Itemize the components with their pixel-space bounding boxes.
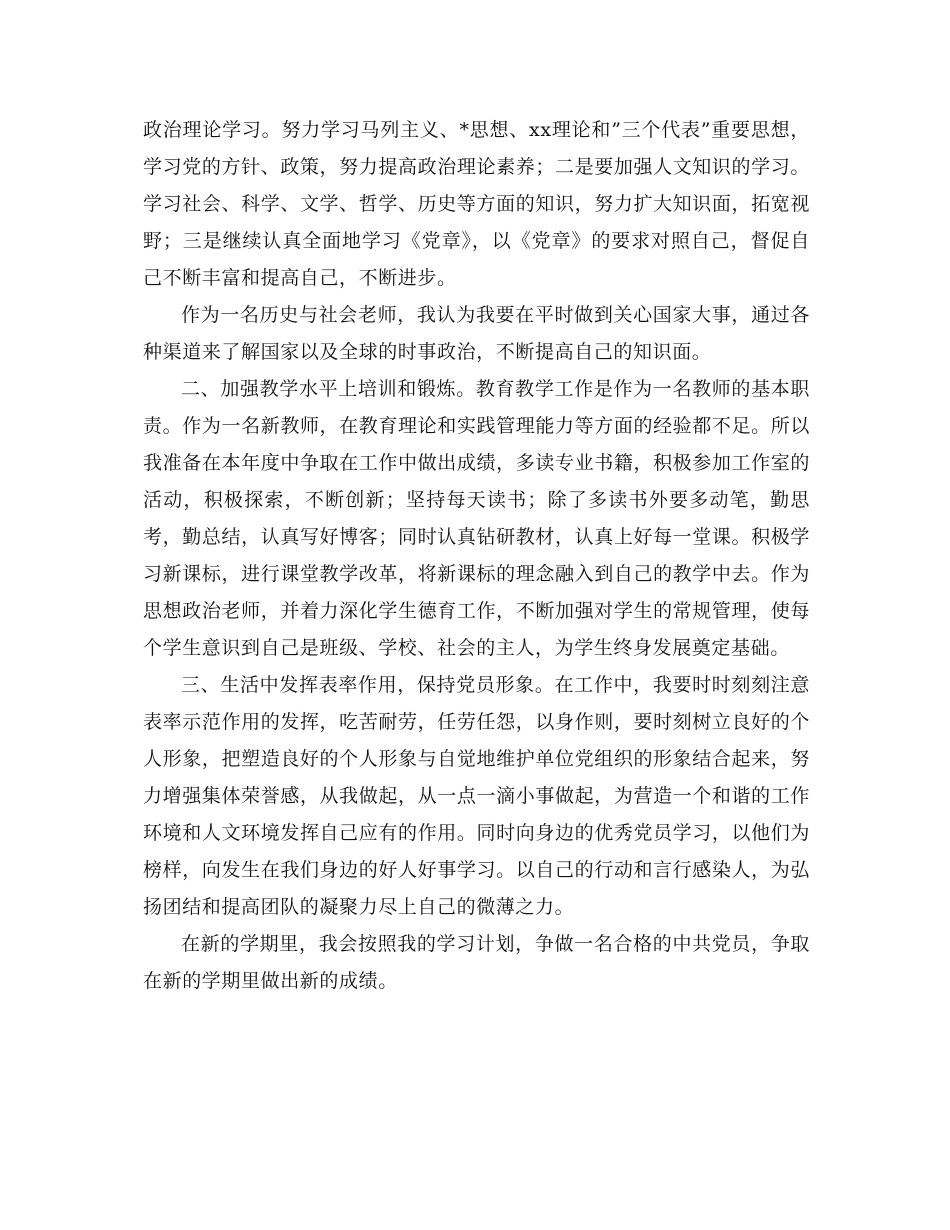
paragraph-history-teacher: 作为一名历史与社会老师，我认为我要在平时做到关心国家大事，通过各种渠道来了解国家以及全球的时事政治，不断提高自己的知识面。 — [143, 304, 810, 363]
document-body — [143, 112, 810, 1000]
paragraph-continued-study-plan: 政治理论学习。努力学习马列主义、*思想、xx理论和”三个代表”重要思想，学习党的方针、政策，努力提高政治理论素养；二是要加强人文知识的学习。学习社会、科学、文学、哲学、历史等方面的知识，努力扩大知识面，拓宽视野；三是继续认真全面地学习《党章》，以《党章》的要求对照自己，督促自己不断丰富和提高自己，不断进步。 — [143, 119, 810, 289]
paragraph-teaching-training: 二、加强教学水平上培训和锻炼。教育教学工作是作为一名教师的基本职责。作为一名新教师，在教育理论和实践管理能力等方面的经验都不足。所以我准备在本年度中争取在工作中做出成绩，多读专业书籍，积极参加工作室的活动，积极探索，不断创新；坚持每天读书；除了多读书外要多动笔，勤思考，勤总结，认真写好博客；同时认真钻研教材，认真上好每一堂课。积极学习新课标，进行课堂教学改革，将新课标的理念融入到自己的教学中去。作为思想政治老师，并着力深化学生德育工作，不断加强对学生的常规管理，使每个学生意识到自己是班级、学校、社会的主人，为学生终身发展奠定基础。 — [143, 378, 810, 659]
paragraph-exemplary-role: 三、生活中发挥表率作用，保持党员形象。在工作中，我要时时刻刻注意表率示范作用的发挥，吃苦耐劳，任劳任怨，以身作则，要时刻树立良好的个人形象，把塑造良好的个人形象与自觉地维护单位党组织的形象结合起来，努力增强集体荣誉感，从我做起，从一点一滴小事做起，为营造一个和谐的工作环境和人文环境发挥自己应有的作用。同时向身边的优秀党员学习，以他们为榜样，向发生在我们身边的好人好事学习。以自己的行动和言行感染人，为弘扬团结和提高团队的凝聚力尽上自己的微薄之力。 — [143, 674, 810, 918]
paragraph-new-semester: 在新的学期里，我会按照我的学习计划，争做一名合格的中共党员，争取在新的学期里做出新的成绩。 — [143, 933, 810, 992]
